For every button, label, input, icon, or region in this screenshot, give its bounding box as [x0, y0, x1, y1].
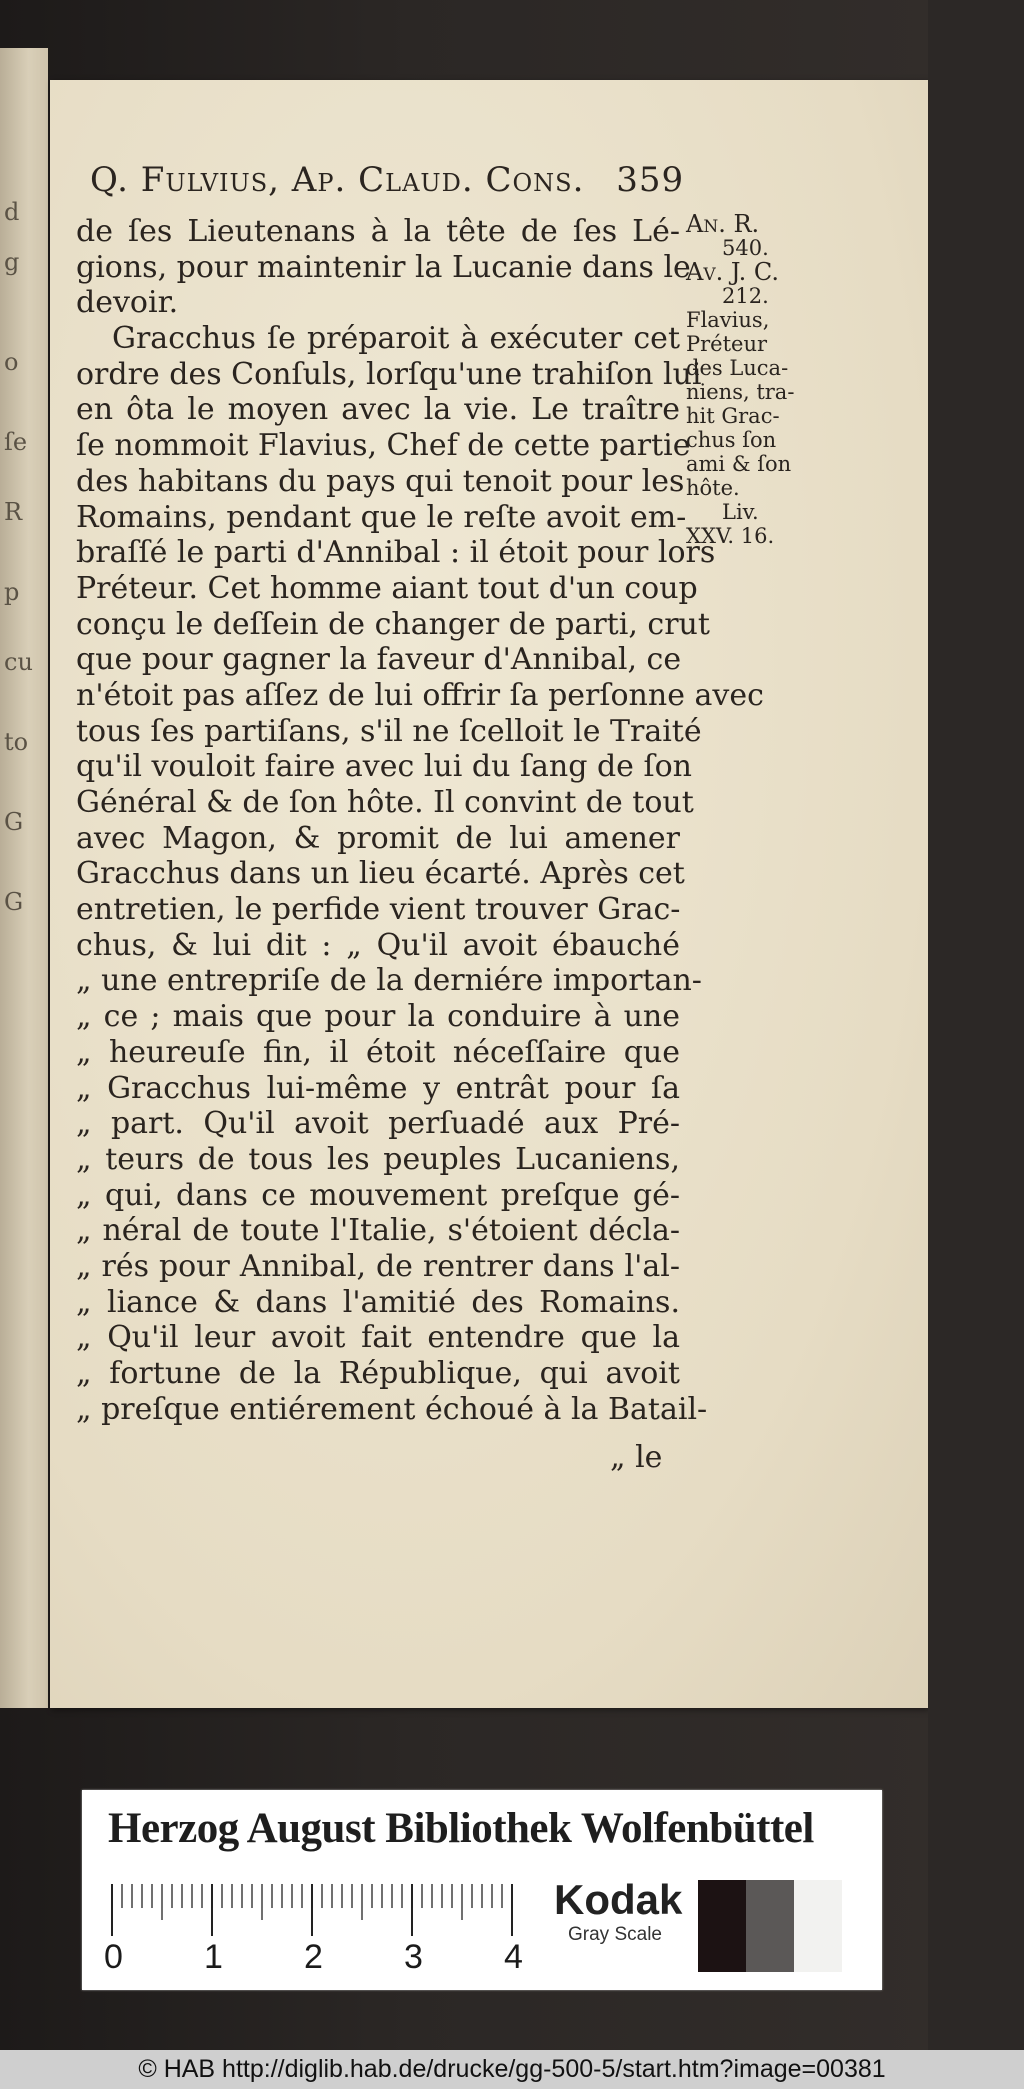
text-line: „ rés pour Annibal, de rentrer dans l'al- — [76, 1248, 680, 1284]
margin-note-line: 540. — [722, 236, 769, 260]
margin-note-line: XXV. 16. — [686, 524, 775, 548]
gray-patch-mid — [746, 1880, 794, 1972]
margin-notes — [686, 212, 812, 548]
text-line: „ néral de toute l'Italie, s'étoient décla- — [76, 1213, 680, 1249]
margin-note-line: Flavius, — [686, 308, 770, 332]
text-line: en ôta le moyen avec la vie. Le traître — [76, 392, 680, 428]
color-target — [82, 1790, 882, 1990]
text-line: devoir. — [76, 285, 179, 321]
page-number: 359 — [616, 160, 685, 200]
text-line: ordre des Conſuls, lorſqu'une trahiſon lui — [76, 356, 702, 392]
text-line: „ ce ; mais que pour la conduire à une — [76, 999, 680, 1035]
text-line: gions, pour maintenir la Lucanie dans le — [76, 249, 691, 285]
text-line: Préteur. Cet homme aiant tout d'un coup — [76, 570, 698, 606]
text-line: „ teurs de tous les peuples Lucaniens, — [76, 1141, 680, 1177]
gray-patch-white — [794, 1880, 842, 1972]
text-line: „ fortune de la République, qui avoit — [76, 1356, 680, 1391]
text-line: „ heureuſe fin, il étoit néceſſaire que — [76, 1034, 680, 1070]
margin-note-line: Préteur — [686, 332, 768, 356]
scan-right-edge — [928, 0, 1024, 2050]
text-line: „ Qu'il leur avoit fait entendre que la — [76, 1320, 680, 1356]
text-line: chus, & lui dit : „ Qu'il avoit ébauché — [76, 927, 680, 963]
running-header — [90, 160, 690, 200]
target-title: Herzog August Bibliothek Wolfenbüttel — [108, 1805, 814, 1852]
margin-note-line: hôte. — [686, 476, 740, 500]
text-line: ſe nommoit Flavius, Chef de cette partie — [76, 428, 691, 464]
text-line: Romains, pendant que le reſte avoit em- — [76, 499, 687, 535]
text-line: qu'il vouloit faire avec lui du ſang de ſon — [76, 749, 692, 785]
ruler — [104, 1882, 598, 1977]
ruler-number: 2 — [304, 1938, 323, 1976]
facing-page-edge: d g o ſe R p cu to G G — [0, 48, 48, 1708]
text-line: que pour gagner la faveur d'Annibal, ce — [76, 642, 682, 678]
text-line: „ Gracchus lui-même y entrât pour ſa — [76, 1070, 680, 1106]
ruler-number: 1 — [204, 1938, 223, 1976]
text-line: „ qui, dans ce mouvement preſque gé- — [76, 1177, 680, 1213]
text-line: Général & de ſon hôte. Il convint de tout — [76, 785, 694, 820]
catchword: „ le — [610, 1440, 663, 1475]
margin-note-line: hit Grac- — [686, 404, 780, 428]
kodak-logo: Kodak — [554, 1876, 683, 1923]
ruler-ticks — [108, 1882, 548, 1938]
margin-note-line: 212. — [722, 284, 769, 308]
text-line: n'étoit pas aſſez de lui offrir ſa perſonne avec — [76, 677, 764, 713]
text-line: tous ſes partiſans, s'il ne ſcelloit le Traité — [76, 713, 702, 749]
text-line: braſſé le parti d'Annibal : il étoit pour lors — [76, 535, 716, 571]
running-title: Q. Fulvius, Ap. Claud. Cons. — [90, 160, 585, 200]
text-line: „ une entrepriſe de la derniére importan- — [76, 963, 702, 999]
text-line: conçu le deſſein de changer de parti, crut — [76, 606, 710, 642]
text-line: entretien, le perfide vient trouver Grac- — [76, 892, 681, 928]
gray-scale-label: Gray Scale — [568, 1924, 662, 1945]
gray-patch-black — [698, 1880, 746, 1972]
text-line: Gracchus dans un lieu écarté. Après cet — [76, 856, 685, 892]
text-line: „ preſque entiérement échoué à la Batail- — [76, 1391, 708, 1427]
text-line: de ſes Lieutenans à la tête de ſes Lé- — [76, 214, 680, 249]
footer-credit: © HAB http://diglib.hab.de/drucke/gg-500-5/start.htm?image=00381 — [0, 2050, 1024, 2089]
text-line: avec Magon, & promit de lui amener — [76, 820, 680, 856]
text-line: Gracchus ſe préparoit à exécuter cet — [112, 321, 680, 357]
margin-note-line: niens, tra- — [686, 380, 795, 404]
ruler-number: 4 — [504, 1938, 523, 1976]
margin-note-line: des Luca- — [686, 356, 789, 380]
text-line: des habitans du pays qui tenoit pour les — [76, 463, 685, 499]
text-line: „ liance & dans l'amitié des Romains. — [76, 1284, 680, 1320]
ruler-number: 0 — [104, 1938, 123, 1976]
ruler-number: 3 — [404, 1938, 423, 1976]
margin-note-line: An. R. — [686, 210, 760, 238]
margin-note-line: chus ſon — [686, 428, 777, 452]
text-line: „ part. Qu'il avoit perſuadé aux Pré- — [76, 1106, 680, 1142]
margin-note-line: ami & ſon — [686, 452, 792, 476]
margin-note-line: Liv. — [722, 500, 759, 524]
margin-note-line: Av. J. C. — [686, 258, 780, 286]
